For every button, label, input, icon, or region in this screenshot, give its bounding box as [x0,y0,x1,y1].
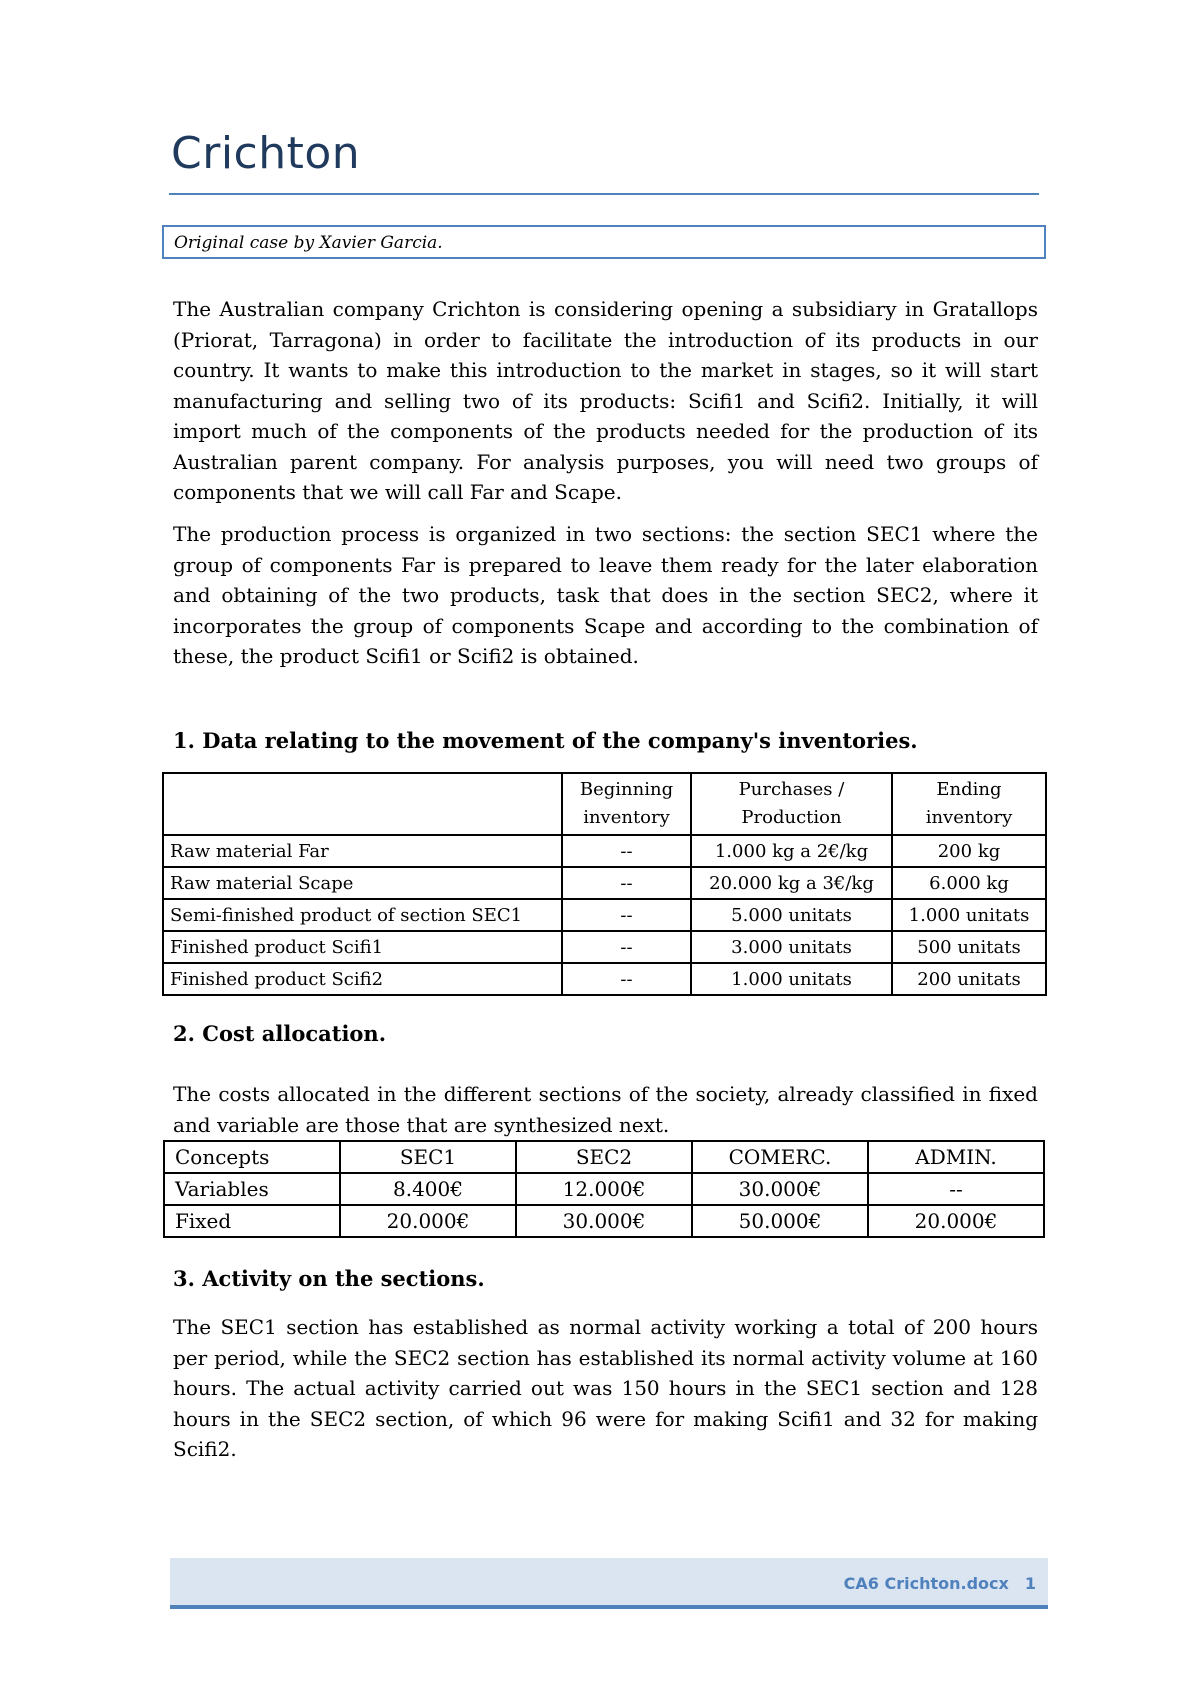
cost-header-cell: COMERC. [692,1141,868,1173]
cost-header-row [164,1141,1044,1173]
section1-heading: 1. Data relating to the movement of the company's inventories. [173,728,918,753]
table-cell: 500 unitats [892,931,1046,963]
table-cell: -- [562,963,691,995]
table-cell: Semi-finished product of section SEC1 [163,899,562,931]
table-row [163,931,1046,963]
table-row [163,835,1046,867]
table-cell: -- [562,931,691,963]
table-cell: 5.000 unitats [691,899,892,931]
inventory-header-cell: Purchases / Production [691,773,892,835]
footer [170,1558,1048,1605]
table-row [163,899,1046,931]
footer-page-number: 1 [1024,1574,1036,1593]
inventory-header-cell [163,773,562,835]
inventory-table [162,772,1047,996]
activity-text: The SEC1 section has established as normal activity working a total of 200 hours per period, while the SEC2 section has established its normal activity volume at 160 hours. The actual activity carried out was 150 hours in the SEC1 section and 128 hours in the SEC2 section, of which 96 were for making Scifi1 and 32 for making Scifi2. [173,1315,1038,1461]
table-cell: 200 kg [892,835,1046,867]
footer-label [828,1574,1036,1593]
cost-table [163,1140,1045,1238]
footer-filename: CA6 Crichton.docx [843,1574,1009,1593]
table-cell: 1.000 unitats [892,899,1046,931]
table-cell: 200 unitats [892,963,1046,995]
table-cell: Raw material Far [163,835,562,867]
table-cell: 50.000€ [692,1205,868,1237]
cost-header-cell: SEC1 [340,1141,516,1173]
table-cell: 1.000 unitats [691,963,892,995]
table-cell: 8.400€ [340,1173,516,1205]
credit-box [162,225,1046,259]
table-cell: 20.000€ [340,1205,516,1237]
cost-allocation-text: The costs allocated in the different sections of the society, already classified in fixed and variable are those that are synthesized next. [173,1082,1038,1137]
inventory-header-cell: Beginning inventory [562,773,691,835]
cost-header-cell: ADMIN. [868,1141,1044,1173]
table-cell: 20.000€ [868,1205,1044,1237]
title-underline [169,193,1039,195]
intro-paragraph: The Australian company Crichton is considering opening a subsidiary in Gratallops (Priorat, Tarragona) in order to facilitate the introduction of its products in our country. It wants to make this introduction to the market in stages, so it will start manufacturing and selling two of its products: Scifi1 and Scifi2. Initially, it will import much of the components of the products needed for the production of its Australian parent company. For analysis purposes, you will need two groups of components that we will call Far and Scape. [173,297,1038,504]
table-cell: Variables [164,1173,340,1205]
table-row [164,1205,1044,1237]
table-cell: 30.000€ [692,1173,868,1205]
table-cell: -- [562,899,691,931]
inventory-header-row [163,773,1046,835]
table-cell: 6.000 kg [892,867,1046,899]
table-cell: 12.000€ [516,1173,692,1205]
table-cell: 1.000 kg a 2€/kg [691,835,892,867]
table-cell: Finished product Scifi2 [163,963,562,995]
table-cell: -- [868,1173,1044,1205]
table-row [163,963,1046,995]
table-cell: Finished product Scifi1 [163,931,562,963]
cost-header-cell: SEC2 [516,1141,692,1173]
table-cell: 20.000 kg a 3€/kg [691,867,892,899]
table-cell: Fixed [164,1205,340,1237]
table-cell: -- [562,867,691,899]
table-cell: Raw material Scape [163,867,562,899]
process-paragraph: The production process is organized in two sections: the section SEC1 where the group of components Far is prepared to leave them ready for the later elaboration and obtaining of the two products, task that does in the section SEC2, where it incorporates the group of components Scape and according to the combination of these, the product Scifi1 or Scifi2 is obtained. [173,522,1038,668]
section3-heading: 3. Activity on the sections. [173,1266,485,1291]
table-cell: -- [562,835,691,867]
footer-rule [170,1605,1048,1609]
inventory-header-cell: Ending inventory [892,773,1046,835]
table-row [164,1173,1044,1205]
table-row [163,867,1046,899]
table-cell: 30.000€ [516,1205,692,1237]
document-title: Crichton [171,128,361,179]
cost-header-cell: Concepts [164,1141,340,1173]
credit-text: Original case by Xavier Garcia. [174,233,443,253]
table-cell: 3.000 unitats [691,931,892,963]
section2-heading: 2. Cost allocation. [173,1021,387,1046]
